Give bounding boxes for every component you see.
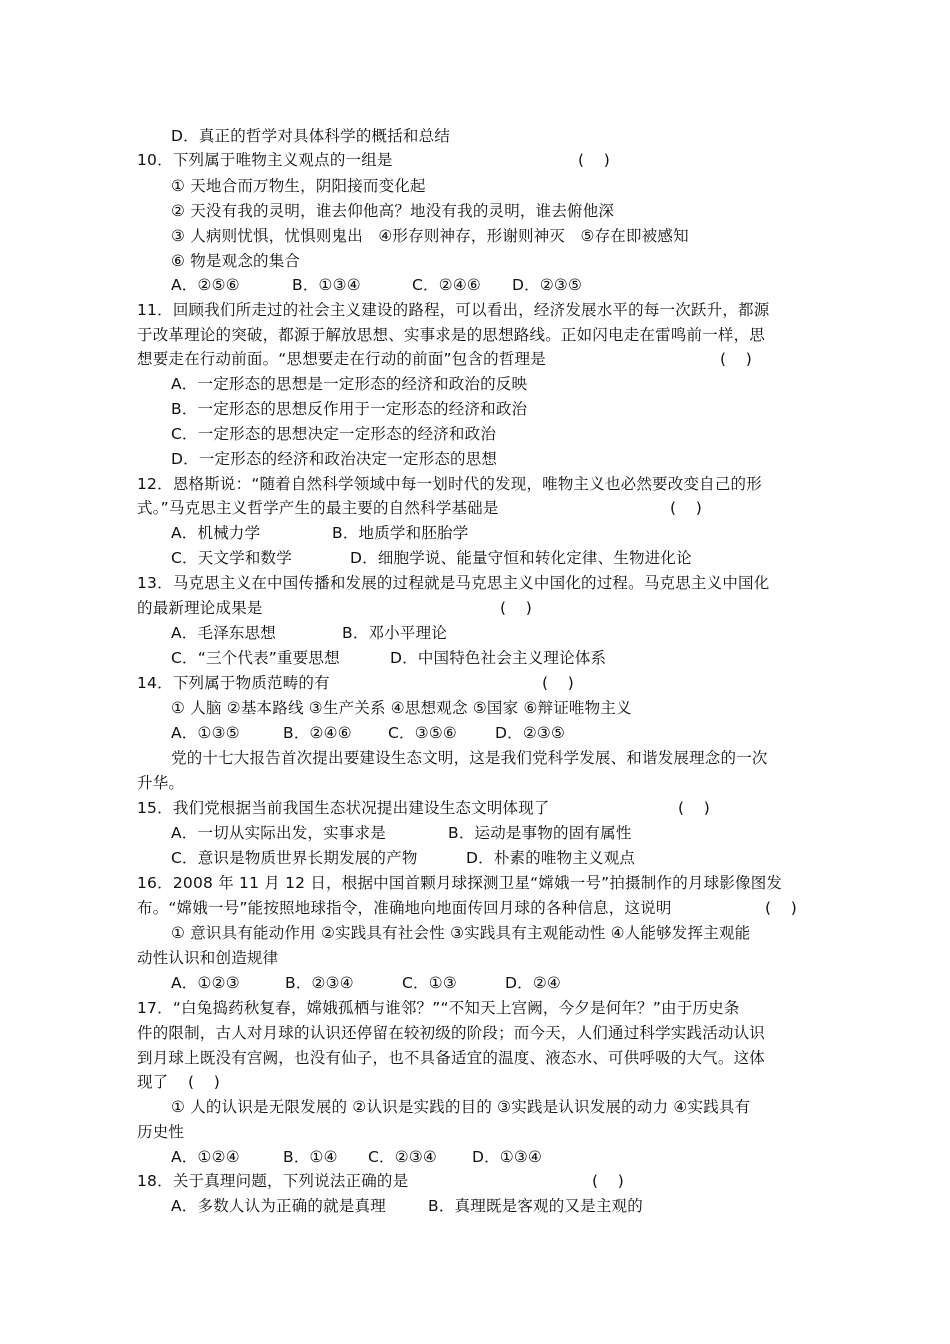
q14-stem: 14．下列属于物质范畴的有 bbox=[137, 674, 330, 692]
q17-stem-3: 到月球上既没有宫阙，也没有仙子，也不具备适宜的温度、液态水、可供呼吸的大气。这体 bbox=[137, 1049, 766, 1067]
q16-answer-paren: ( ) bbox=[765, 899, 797, 917]
q18-option-a: A．多数人认为正确的就是真理 bbox=[171, 1197, 386, 1215]
q16-items-1: ① 意识具有能动作用 ②实践具有社会性 ③实践具有主观能动性 ④人能够发挥主观能 bbox=[171, 924, 751, 942]
q17-option-d: D．①③④ bbox=[472, 1148, 543, 1166]
q11-stem-2: 于改革理论的突破，都源于解放思想、实事求是的思想路线。正如闪电走在雷鸣前一样，思 bbox=[137, 326, 766, 344]
q14-option-d: D．②③⑤ bbox=[495, 724, 566, 742]
q12-option-a: A．机械力学 bbox=[171, 524, 261, 542]
q10-option-b: B．①③④ bbox=[292, 276, 361, 294]
q17-option-c: C．②③④ bbox=[368, 1148, 438, 1166]
q18-answer-paren: ( ) bbox=[592, 1172, 624, 1190]
q11-option-c: C．一定形态的思想决定一定形态的经济和政治 bbox=[171, 425, 497, 443]
q13-option-c: C．“三个代表”重要思想 bbox=[171, 649, 340, 667]
material-paragraph-2: 升华。 bbox=[137, 774, 185, 792]
q16-stem-1: 16．2008 年 11 月 12 日，根据中国首颗月球探测卫星“嫦娥一号”拍摄制作的月球影像图发 bbox=[137, 874, 783, 892]
q12-option-d: D．细胞学说、能量守恒和转化定律、生物进化论 bbox=[350, 549, 692, 567]
q9-option-d: D．真正的哲学对具体科学的概括和总结 bbox=[171, 127, 451, 145]
q17-stem-1: 17．“白兔捣药秋复春，嫦娥孤栖与谁邻？”“不知天上宫阙，今夕是何年？”由于历史条 bbox=[137, 999, 740, 1017]
q16-option-a: A．①②③ bbox=[171, 974, 240, 992]
q10-item-1: ① 天地合而万物生，阴阳接而变化起 bbox=[171, 177, 426, 195]
q17-stem-4: 现了 bbox=[137, 1073, 169, 1091]
q11-option-a: A．一定形态的思想是一定形态的经济和政治的反映 bbox=[171, 375, 528, 393]
q12-option-b: B．地质学和胚胎学 bbox=[332, 524, 469, 542]
q15-option-b: B．运动是事物的固有属性 bbox=[448, 824, 632, 842]
q10-item-4: ⑥ 物是观念的集合 bbox=[171, 252, 301, 270]
q13-stem-1: 13．马克思主义在中国传播和发展的过程就是马克思主义中国化的过程。马克思主义中国化 bbox=[137, 574, 770, 592]
q10-item-2: ② 天没有我的灵明，谁去仰他高？地没有我的灵明，谁去俯他深 bbox=[171, 202, 615, 220]
q14-option-b: B．②④⑥ bbox=[283, 724, 352, 742]
q11-stem-1: 11．回顾我们所走过的社会主义建设的路程，可以看出，经济发展水平的每一次跃升，都源 bbox=[137, 301, 770, 319]
q15-option-a: A．一切从实际出发，实事求是 bbox=[171, 824, 386, 842]
q17-option-b: B．①④ bbox=[283, 1148, 338, 1166]
q16-option-b: B．②③④ bbox=[285, 974, 354, 992]
q14-items: ① 人脑 ②基本路线 ③生产关系 ④思想观念 ⑤国家 ⑥辩证唯物主义 bbox=[171, 699, 632, 717]
q10-option-d: D．②③⑤ bbox=[512, 276, 583, 294]
q16-option-c: C．①③ bbox=[402, 974, 457, 992]
q12-answer-paren: ( ) bbox=[670, 499, 702, 517]
material-paragraph-1: 党的十七大报告首次提出要建设生态文明，这是我们党科学发展、和谐发展理念的一次 bbox=[171, 749, 768, 767]
q17-stem-2: 件的限制，古人对月球的认识还停留在较初级的阶段；而今天，人们通过科学实践活动认识 bbox=[137, 1024, 766, 1042]
q18-option-b: B．真理既是客观的又是主观的 bbox=[428, 1197, 643, 1215]
q12-stem-1: 12．恩格斯说：“随着自然科学领域中每一划时代的发现，唯物主义也必然要改变自己的形 bbox=[137, 475, 762, 493]
q14-option-a: A．①③⑤ bbox=[171, 724, 240, 742]
q16-stem-2: 布。“嫦娥一号”能按照地球指令，准确地向地面传回月球的各种信息，这说明 bbox=[137, 899, 672, 917]
q14-option-c: C．③⑤⑥ bbox=[388, 724, 458, 742]
q15-option-c: C．意识是物质世界长期发展的产物 bbox=[171, 849, 418, 867]
q16-items-2: 动性认识和创造规律 bbox=[137, 949, 279, 967]
q12-option-c: C．天文学和数学 bbox=[171, 549, 292, 567]
q13-stem-2: 的最新理论成果是 bbox=[137, 599, 263, 617]
q10-option-a: A．②⑤⑥ bbox=[171, 276, 240, 294]
q15-stem: 15．我们党根据当前我国生态状况提出建设生态文明体现了 bbox=[137, 799, 550, 817]
q11-stem-3: 想要走在行动前面。“思想要走在行动的前面”包含的哲理是 bbox=[137, 350, 546, 368]
q13-option-a: A．毛泽东思想 bbox=[171, 624, 277, 642]
q10-item-3: ③ 人病则忧惧，忧惧则鬼出 ④形存则神存，形谢则神灭 ⑤存在即被感知 bbox=[171, 227, 689, 245]
q17-items-2: 历史性 bbox=[137, 1123, 185, 1141]
q17-option-a: A．①②④ bbox=[171, 1148, 240, 1166]
q14-answer-paren: ( ) bbox=[542, 674, 574, 692]
q10-answer-paren: ( ) bbox=[578, 151, 610, 169]
q17-items-1: ① 人的认识是无限发展的 ②认识是实践的目的 ③实践是认识发展的动力 ④实践具有 bbox=[171, 1098, 751, 1116]
q13-answer-paren: ( ) bbox=[500, 599, 532, 617]
q10-stem: 10．下列属于唯物主义观点的一组是 bbox=[137, 151, 393, 169]
q16-option-d: D．②④ bbox=[505, 974, 562, 992]
q18-stem: 18．关于真理问题，下列说法正确的是 bbox=[137, 1172, 409, 1190]
q15-option-d: D．朴素的唯物主义观点 bbox=[466, 849, 636, 867]
q13-option-d: D．中国特色社会主义理论体系 bbox=[390, 649, 607, 667]
q11-option-d: D．一定形态的经济和政治决定一定形态的思想 bbox=[171, 450, 498, 468]
q11-answer-paren: ( ) bbox=[720, 350, 752, 368]
q11-option-b: B．一定形态的思想反作用于一定形态的经济和政治 bbox=[171, 400, 528, 418]
q10-option-c: C．②④⑥ bbox=[412, 276, 482, 294]
q12-stem-2: 式。”马克思主义哲学产生的最主要的自然科学基础是 bbox=[137, 499, 499, 517]
q13-option-b: B．邓小平理论 bbox=[342, 624, 448, 642]
q15-answer-paren: ( ) bbox=[678, 799, 710, 817]
q17-answer-paren: ( ) bbox=[188, 1073, 220, 1091]
